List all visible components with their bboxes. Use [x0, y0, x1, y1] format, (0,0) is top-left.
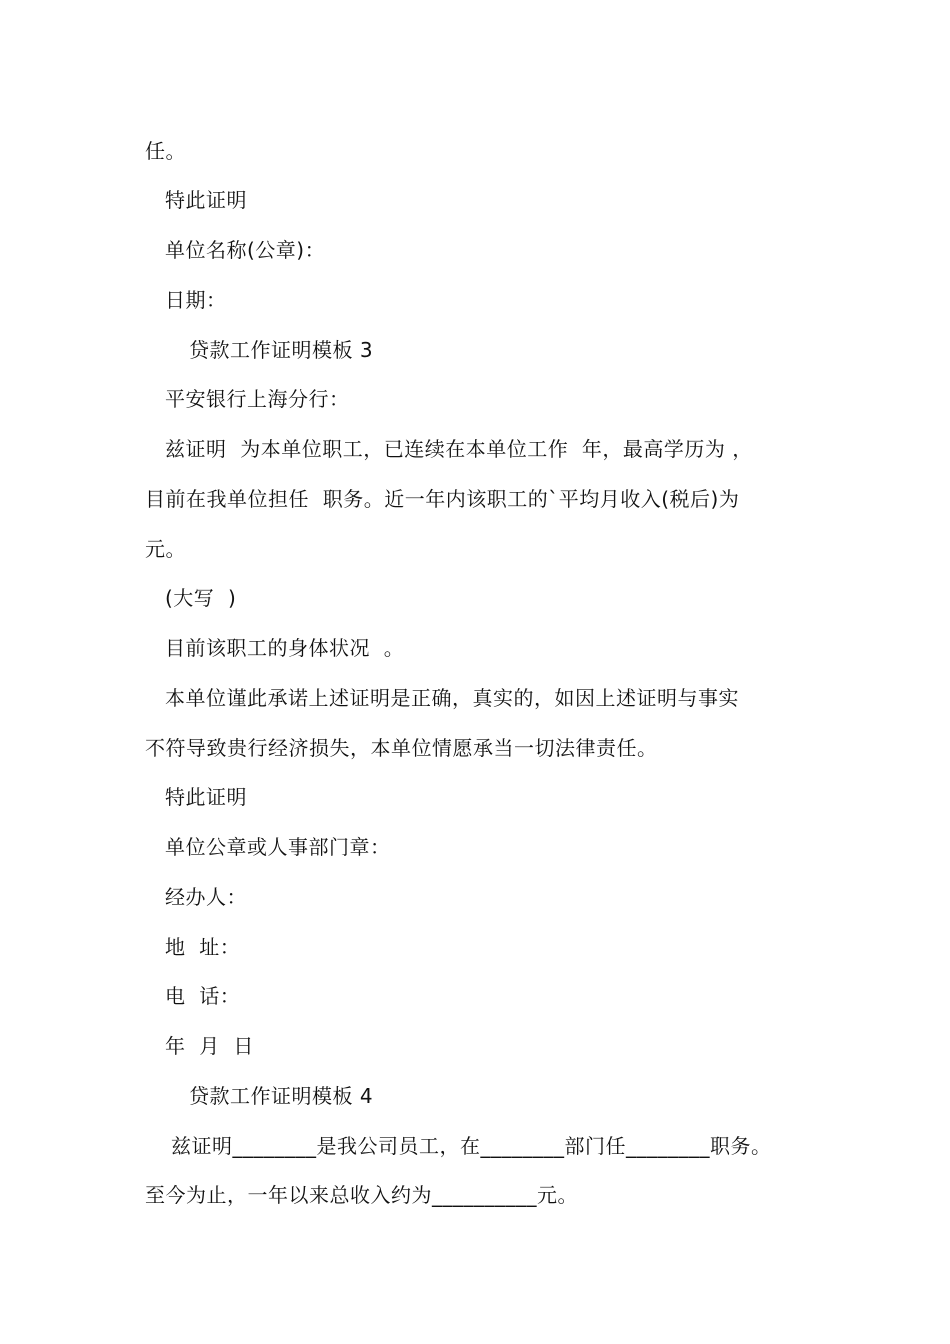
template-4-body-line: 至今为止，一年以来总收入约为__________元。 — [145, 1183, 578, 1207]
certify-line: 特此证明 — [165, 785, 247, 809]
body-paragraph-line: 元。 — [145, 537, 186, 561]
paragraph-continuation: 任。 — [145, 139, 186, 163]
commitment-paragraph-line: 本单位谨此承诺上述证明是正确，真实的，如因上述证明与事实 — [165, 686, 739, 710]
body-paragraph-line: 目前在我单位担任 职务。近一年内该职工的`平均月收入(税后)为 — [145, 487, 740, 511]
template-4-body-line: 兹证明________是我公司员工，在________部门任________职务。 — [171, 1134, 772, 1158]
unit-name-seal-line: 单位名称(公章)： — [165, 238, 326, 262]
body-paragraph-line: 兹证明 为本单位职工，已连续在本单位工作 年，最高学历为 ， — [165, 437, 753, 461]
year-month-day-line: 年 月 日 — [165, 1034, 254, 1058]
commitment-paragraph-line: 不符导致贵行经济损失，本单位情愿承当一切法律责任。 — [145, 736, 658, 760]
addressee-line: 平安银行上海分行： — [165, 387, 350, 411]
seal-department-line: 单位公章或人事部门章： — [165, 835, 391, 859]
template-3-heading: 贷款工作证明模板 3 — [189, 338, 374, 362]
health-status-line: 目前该职工的身体状况 。 — [165, 636, 405, 660]
certify-line: 特此证明 — [165, 188, 247, 212]
amount-in-words-line: (大写 ) — [165, 586, 237, 610]
date-line: 日期： — [165, 288, 227, 312]
handler-line: 经办人： — [165, 885, 247, 909]
template-4-heading: 贷款工作证明模板 4 — [189, 1084, 374, 1108]
address-line: 地 址： — [165, 935, 241, 959]
phone-line: 电 话： — [165, 984, 241, 1008]
